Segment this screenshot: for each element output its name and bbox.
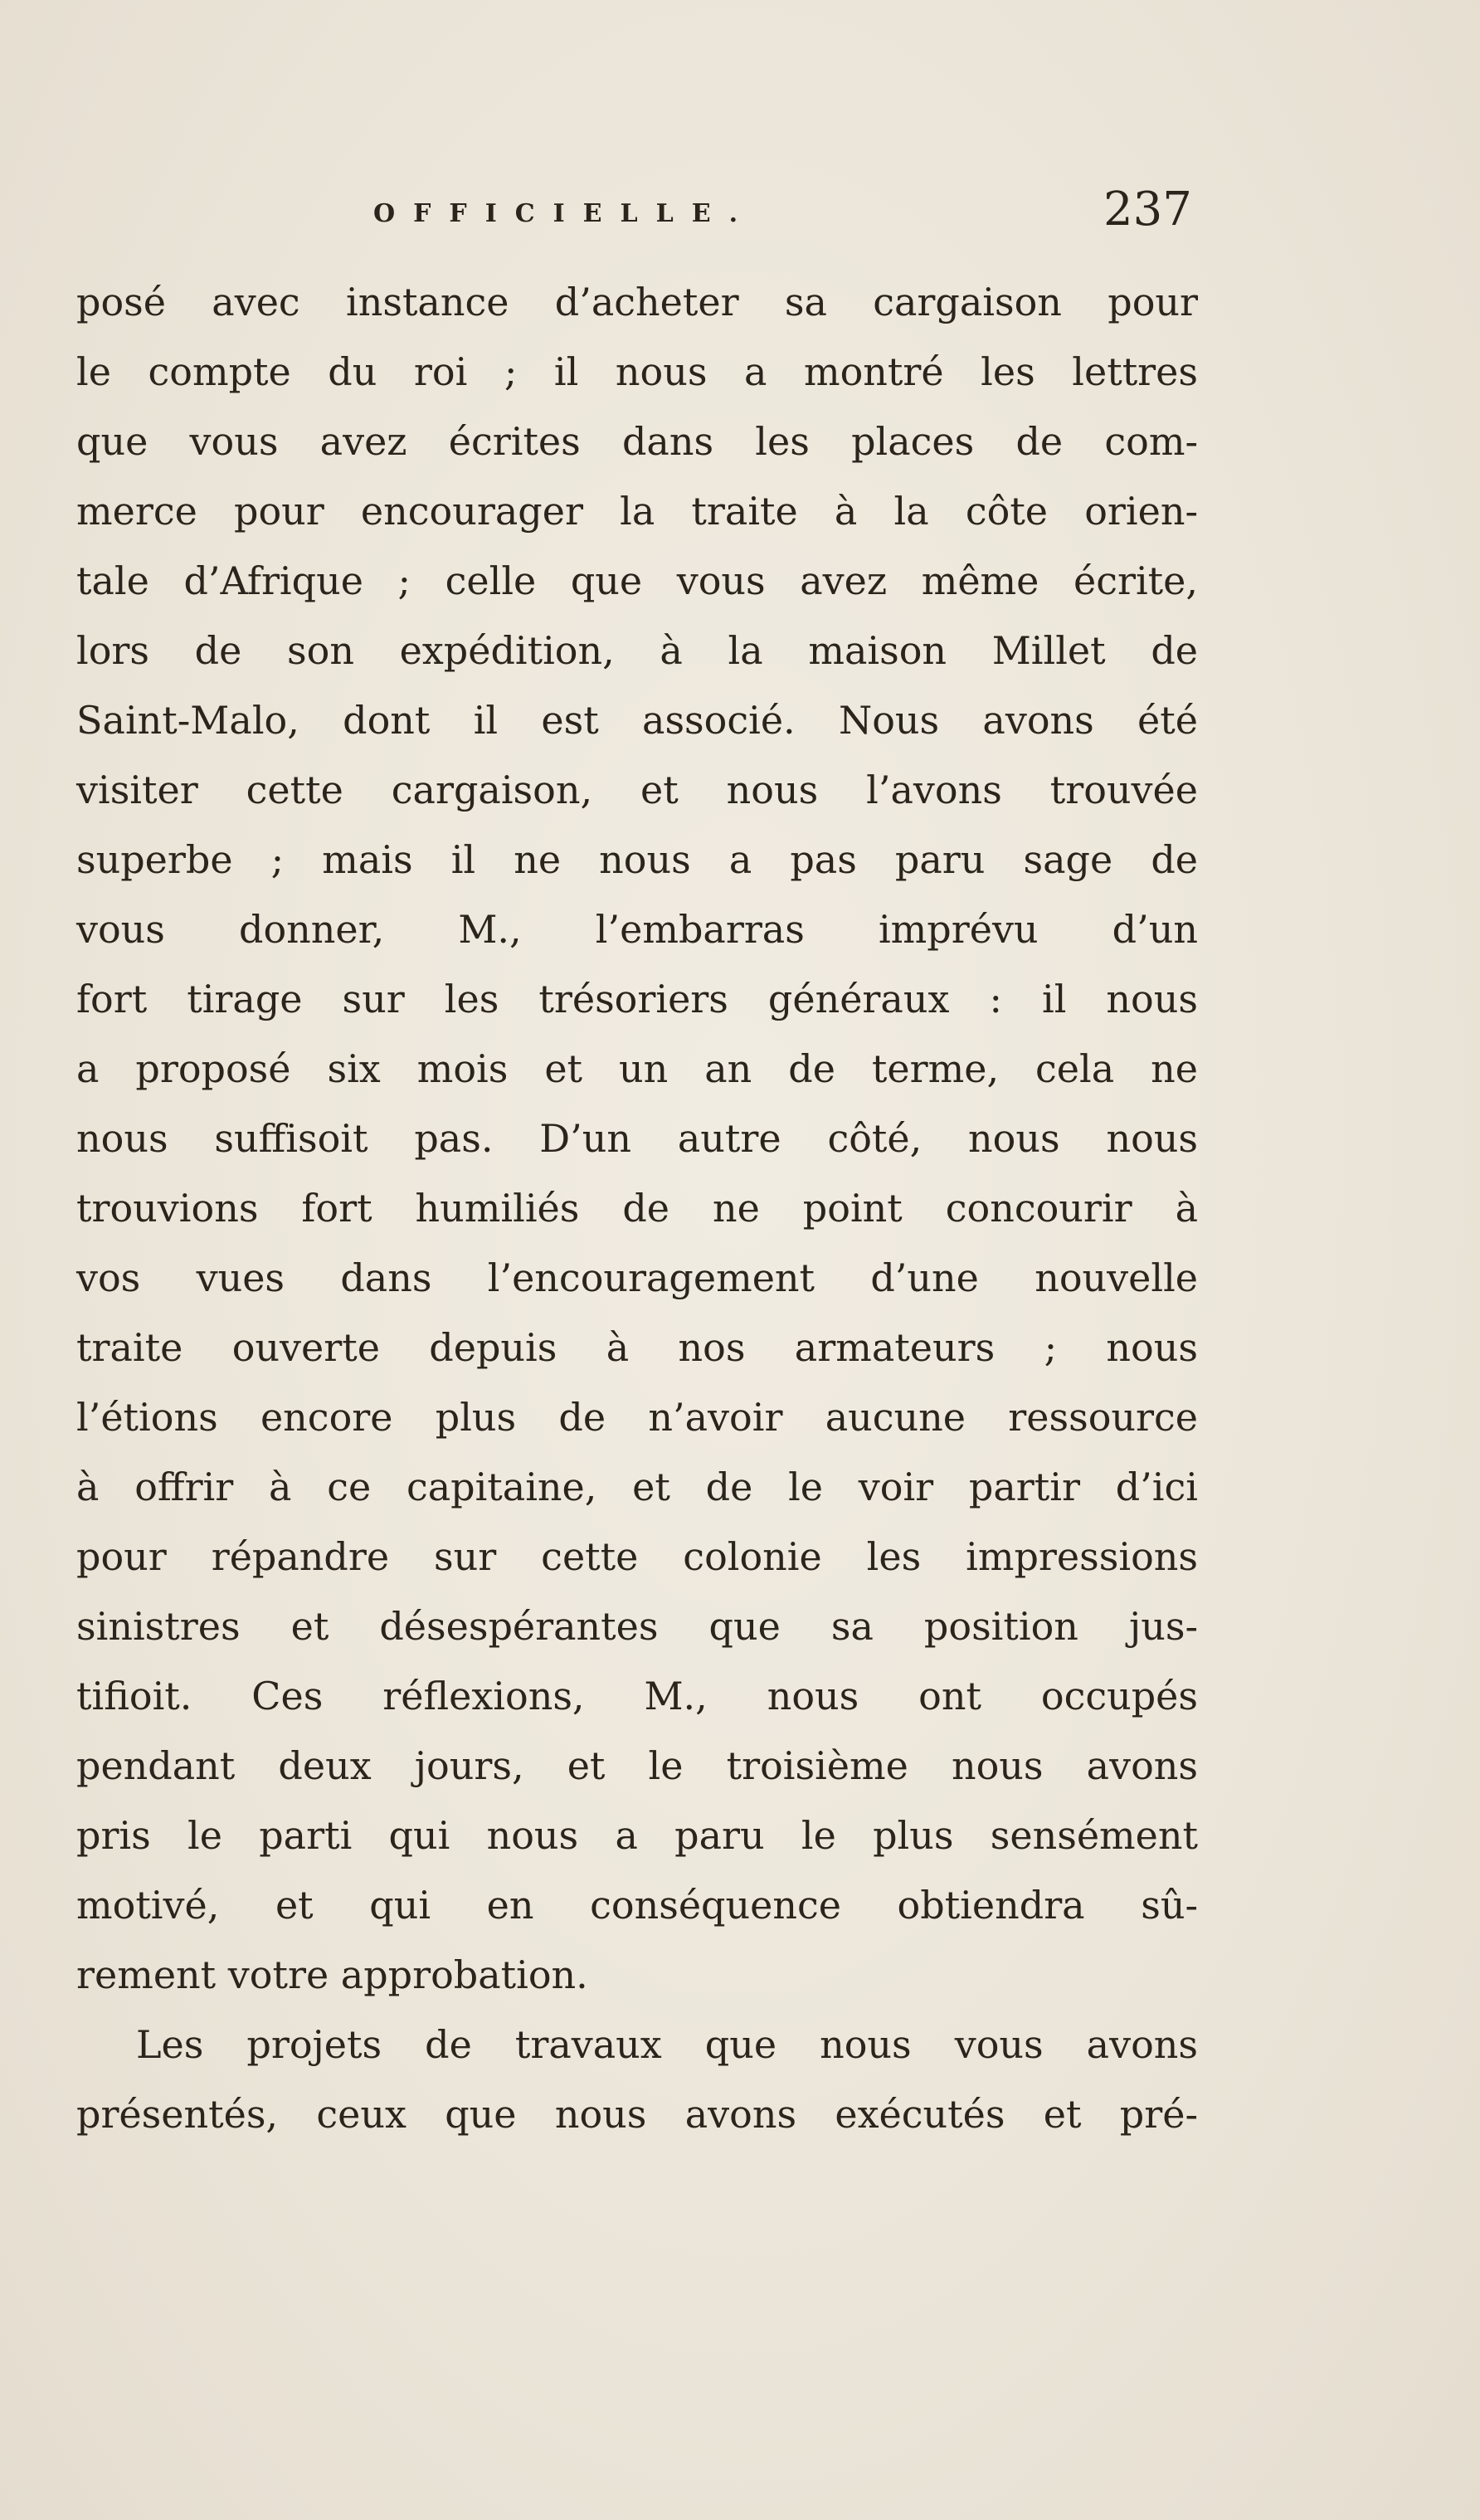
running-head xyxy=(0,183,1480,249)
text-line: sinistres et désespérantes que sa position jus- xyxy=(76,1604,1198,1649)
text-line: visiter cette cargaison, et nous l’avons trouvée xyxy=(76,768,1198,812)
paragraph-1 xyxy=(76,267,1198,2010)
text-line: pour répandre sur cette colonie les impressions xyxy=(76,1534,1198,1579)
text-line: nous suffisoit pas. D’un autre côté, nous nous xyxy=(76,1116,1198,1161)
text-line: superbe ; mais il ne nous a pas paru sage de xyxy=(76,837,1198,882)
text-line: pris le parti qui nous a paru le plus sensément xyxy=(76,1813,1198,1858)
text-line: posé avec instance d’acheter sa cargaison pour xyxy=(76,280,1198,324)
text-line: que vous avez écrites dans les places de com- xyxy=(76,419,1198,464)
paragraph-2 xyxy=(76,2010,1198,2149)
text-line: traite ouverte depuis à nos armateurs ; nous xyxy=(76,1325,1198,1370)
text-line: pendant deux jours, et le troisième nous avons xyxy=(76,1743,1198,1788)
text-line: trouvions fort humiliés de ne point concourir à xyxy=(76,1186,1198,1231)
text-line: le compte du roi ; il nous a montré les lettres xyxy=(76,349,1198,394)
running-title: OFFICIELLE. xyxy=(373,199,757,228)
text-line: présentés, ceux que nous avons exécutés et pré- xyxy=(76,2092,1198,2137)
text-line: motivé, et qui en conséquence obtiendra sû- xyxy=(76,1883,1198,1928)
text-line: tale d’Afrique ; celle que vous avez même écrite, xyxy=(76,558,1198,603)
text-line: merce pour encourager la traite à la côte orien- xyxy=(76,489,1198,534)
page-number: 237 xyxy=(1103,183,1192,236)
text-line: tifioit. Ces réflexions, M., nous ont occupés xyxy=(76,1674,1198,1718)
text-line: lors de son expédition, à la maison Millet de xyxy=(76,628,1198,673)
text-line: rement votre approbation. xyxy=(76,1952,588,1997)
text-line: à offrir à ce capitaine, et de le voir partir d’ici xyxy=(76,1465,1198,1509)
text-line: vous donner, M., l’embarras imprévu d’un xyxy=(76,907,1198,952)
text-line: Les projets de travaux que nous vous avons xyxy=(136,2022,1198,2067)
body-text xyxy=(76,267,1198,2149)
text-line: Saint-Malo, dont il est associé. Nous avons été xyxy=(76,698,1198,743)
text-line: vos vues dans l’encouragement d’une nouvelle xyxy=(76,1255,1198,1300)
text-line: l’étions encore plus de n’avoir aucune ressource xyxy=(76,1395,1198,1440)
text-line: fort tirage sur les trésoriers généraux : il nous xyxy=(76,977,1198,1021)
text-line: a proposé six mois et un an de terme, cela ne xyxy=(76,1046,1198,1091)
